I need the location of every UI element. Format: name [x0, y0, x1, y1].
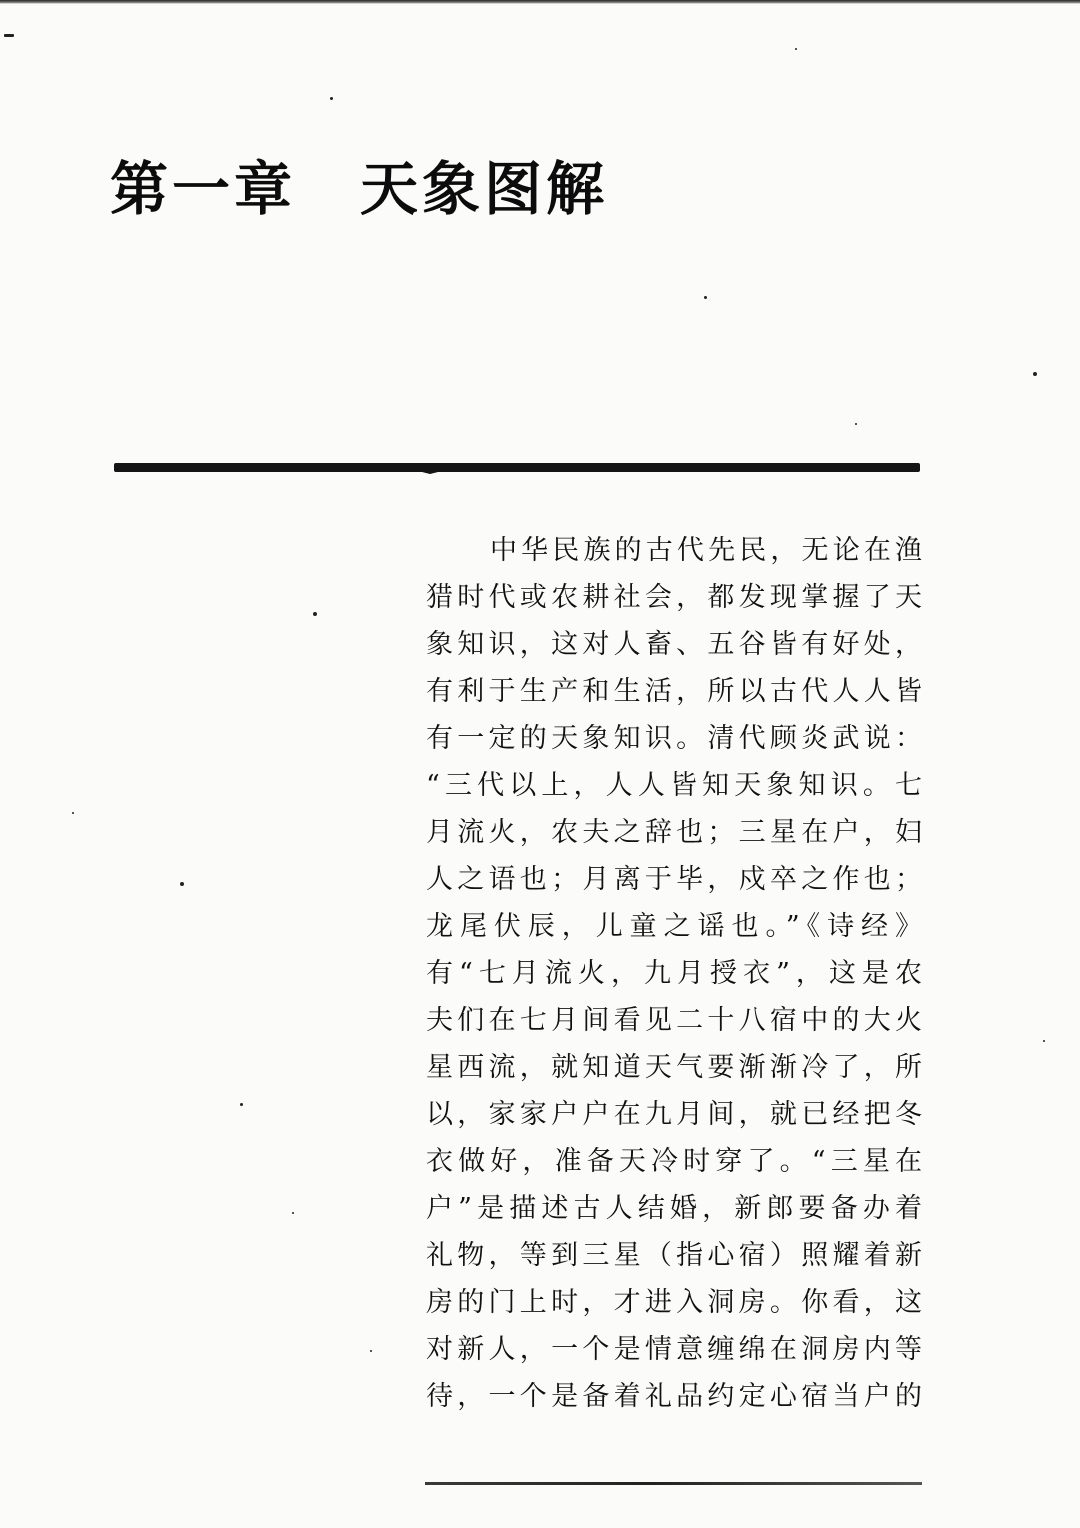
scan-top-edge: [0, 0, 1080, 4]
text-line: 星西流，就知道天气要渐渐冷了，所: [426, 1052, 922, 1083]
scan-speck: [330, 97, 333, 100]
text-line: 待，一个是备着礼品约定心宿当户的: [426, 1381, 922, 1412]
chapter-title: 天象图解: [360, 155, 609, 223]
text-line: 人之语也；月离于毕，戍卒之作也；: [426, 864, 922, 895]
chapter-divider-rule: [114, 463, 920, 472]
scan-speck: [370, 1350, 372, 1352]
chapter-number: 第一章: [110, 155, 297, 223]
scan-speck: [313, 612, 317, 616]
text-line: 中华民族的古代先民，无论在渔: [490, 535, 922, 566]
text-line: 夫们在七月间看见二十八宿中的大火: [426, 1005, 922, 1036]
text-line: 房的门上时，才进入洞房。你看，这: [426, 1287, 922, 1318]
scan-speck: [704, 296, 707, 299]
text-line: 以，家家户户在九月间，就已经把冬: [426, 1099, 922, 1130]
text-line: 有一定的天象知识。清代顾炎武说：: [426, 723, 922, 754]
text-line: 月流火，农夫之辞也；三星在户，妇: [426, 817, 922, 848]
body-paragraph: [426, 527, 922, 1420]
text-line: 猎时代或农耕社会，都发现掌握了天: [426, 582, 922, 613]
text-line: 礼物，等到三星（指心宿）照耀着新: [426, 1240, 922, 1271]
scan-speck: [180, 882, 184, 886]
chapter-heading: [110, 142, 608, 226]
text-line: 有利于生产和生活，所以古代人人皆: [426, 676, 922, 707]
scan-speck: [1033, 372, 1037, 376]
text-line: 龙尾伏辰，儿童之谣也。”《诗经》: [426, 911, 922, 942]
text-line: 有“七月流火，九月授衣”，这是农: [426, 958, 922, 989]
text-line: 象知识，这对人畜、五谷皆有好处，: [426, 629, 922, 660]
scan-speck: [72, 812, 74, 814]
scan-speck: [4, 34, 14, 37]
scan-speck: [292, 1212, 294, 1214]
text-line: “三代以上，人人皆知天象知识。七: [426, 770, 922, 801]
text-line: 户”是描述古人结婚，新郎要备办着: [426, 1193, 922, 1224]
text-line: 衣做好，准备天冷时穿了。“三星在: [426, 1146, 922, 1177]
text-line: 对新人，一个是情意缠绵在洞房内等: [426, 1334, 922, 1365]
scan-speck: [855, 423, 857, 425]
scan-speck: [240, 1103, 243, 1106]
bottom-rule: [425, 1482, 922, 1485]
scan-speck: [1043, 1040, 1045, 1042]
scan-speck: [795, 48, 797, 50]
